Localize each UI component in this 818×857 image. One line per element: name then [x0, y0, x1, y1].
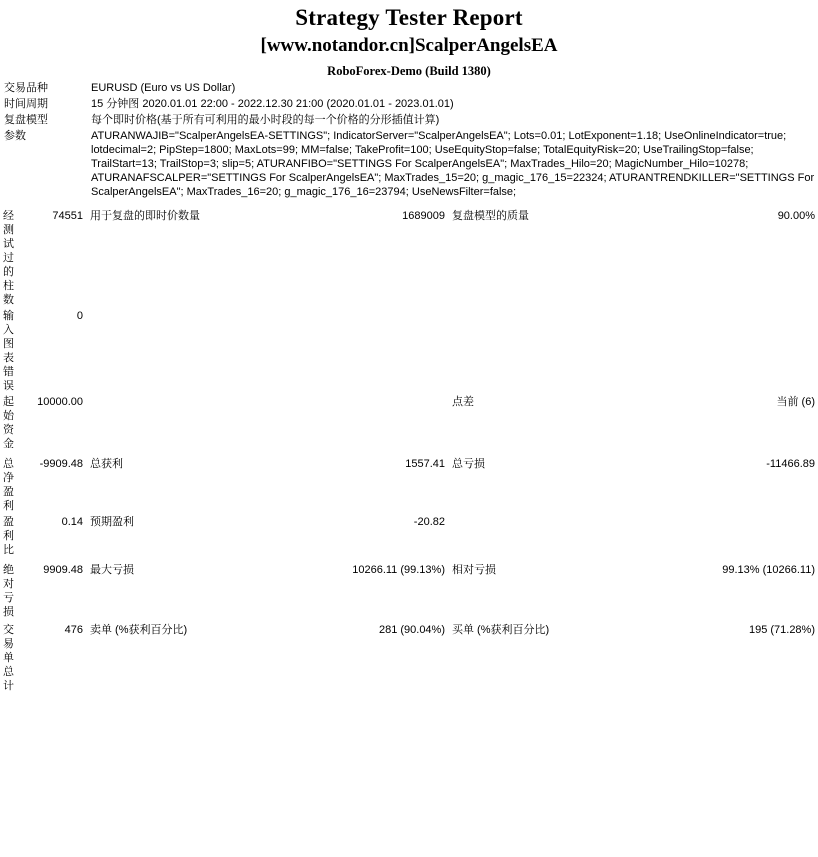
stat-value-1: 476	[64, 624, 83, 636]
stat-value-2: 1557.41	[405, 458, 445, 470]
stat-label-1	[86, 394, 336, 456]
stat-label-2: 复盘模型的质量	[452, 210, 529, 222]
info-row-model	[0, 112, 818, 128]
table-row	[0, 394, 818, 456]
stat-label-1: 预期盈利	[90, 516, 134, 528]
stat-label-1: 用于复盘的即时价数量	[90, 210, 200, 222]
report-header	[0, 0, 818, 80]
stat-label-2	[448, 514, 648, 562]
stat-label-1	[86, 308, 336, 394]
info-row-params	[0, 128, 818, 200]
page-title: Strategy Tester Report	[295, 5, 523, 30]
stat-value-1: 9909.48	[43, 564, 83, 576]
stat-value-2	[336, 394, 448, 456]
stat-side-label: 总净盈利	[3, 458, 14, 512]
stat-side-label: 绝对亏损	[3, 564, 14, 618]
stat-value-3	[648, 308, 818, 394]
stat-value-3	[648, 514, 818, 562]
table-row	[0, 456, 818, 514]
period-label: 时间周期	[4, 98, 48, 110]
table-row	[0, 622, 818, 694]
stat-value-2: 1689009	[402, 210, 445, 222]
stat-value-3: 195 (71.28%)	[748, 624, 815, 636]
stat-side-label: 经测试过的柱数	[3, 210, 14, 306]
stat-value-2: 10266.11 (99.13%)	[352, 564, 445, 576]
stat-value-2: -20.82	[413, 516, 445, 528]
stat-label-1: 卖单 (%获利百分比)	[90, 624, 188, 636]
stat-value-3: 90.00%	[777, 210, 815, 222]
broker-build: RoboForex-Demo (Build 1380)	[327, 64, 491, 78]
stat-label-2	[448, 308, 648, 394]
stat-side-label: 输入图表错误	[3, 310, 14, 392]
stats-spacer	[0, 200, 818, 208]
stat-value-2: 281 (90.04%)	[378, 624, 445, 636]
stat-value-1: -9909.48	[39, 458, 83, 470]
stat-label-2: 点差	[452, 396, 474, 408]
stat-label-2: 总亏损	[452, 458, 485, 470]
params-value: ATURANWAJIB="ScalperAngelsEA-SETTINGS"; IndicatorServer="ScalperAngelsEA"; Lots=0.01; LotExponent=1.18; UseOnlineIndicator=true; lotdecimal=2; PipStep=1800; MaxLots=99; MM=false; TakeProfit=100; UseEquityStop=false; TotalEquityRisk=20; UseTrailingStop=false; TrailStart=13; TrailStop=3; slip=5; ATURANFIBO="SETTINGS For ScalperAngelsEA"; MaxTrades_Hilo=20; MagicNumber_Hilo=10278; ATURANAFSCALPER="SETTINGS For ScalperAngelsEA"; MaxTrades_15=20; g_magic_176_15=22324; ATURANTRENDKILLER="SETTINGS For ScalperAngelsEA"; MaxTrades_16=20; g_magic_176_16=23794; UseNewsFilter=false;	[91, 130, 815, 198]
model-label: 复盘模型	[4, 114, 48, 126]
stat-value-1: 0.14	[61, 516, 83, 528]
period-value: 15 分钟图 2020.01.01 22:00 - 2022.12.30 21:00 (2020.01.01 - 2023.01.01)	[91, 98, 454, 110]
stat-side-label: 起始资金	[3, 396, 14, 450]
stat-value-1: 0	[76, 310, 83, 322]
stats-body	[0, 200, 818, 694]
stat-value-2	[336, 308, 448, 394]
stat-side-label: 盈利比	[3, 516, 14, 556]
report-info-table	[0, 80, 818, 200]
symbol-value: EURUSD (Euro vs US Dollar)	[91, 82, 236, 94]
params-label: 参数	[4, 130, 26, 142]
stat-label-2: 买单 (%获利百分比)	[452, 624, 550, 636]
model-value: 每个即时价格(基于所有可利用的最小时段的每一个价格的分形插值计算)	[91, 114, 440, 126]
stat-value-3: 99.13% (10266.11)	[722, 564, 815, 576]
table-row	[0, 562, 818, 622]
stat-label-2: 相对亏损	[452, 564, 496, 576]
stat-value-1: 74551	[52, 210, 83, 222]
report-subtitle: [www.notandor.cn]ScalperAngelsEA	[260, 35, 558, 56]
table-row	[0, 308, 818, 394]
info-row-symbol	[0, 80, 818, 96]
table-row	[0, 208, 818, 308]
stat-label-1: 总获利	[90, 458, 123, 470]
stat-value-1: 10000.00	[37, 396, 83, 408]
stat-value-3: -11466.89	[766, 458, 815, 470]
info-row-period	[0, 96, 818, 112]
stat-label-1: 最大亏损	[90, 564, 134, 576]
report-stats-table	[0, 200, 818, 694]
table-row	[0, 514, 818, 562]
symbol-label: 交易品种	[4, 82, 48, 94]
stat-value-3: 当前 (6)	[776, 396, 815, 408]
stat-side-label: 交易单总计	[3, 624, 14, 692]
